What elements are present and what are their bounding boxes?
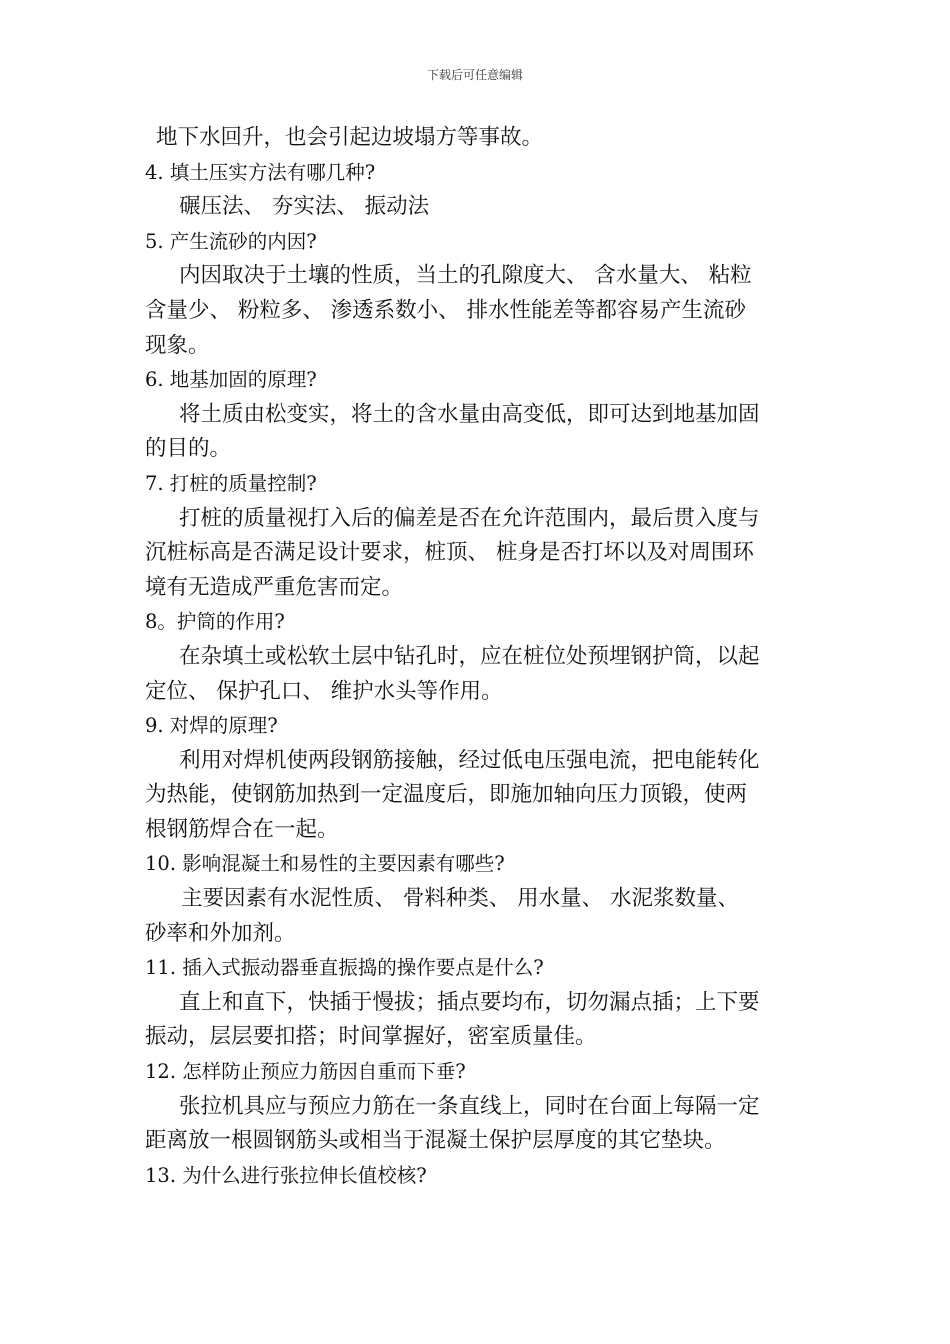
answer-line: 根钢筋焊合在一起。 <box>145 816 339 842</box>
answer-line: 内因取决于土壤的性质，当土的孔隙度大、 含水量大、 粘粒 <box>179 263 752 289</box>
question-heading: 6. 地基加固的原理? <box>145 368 317 392</box>
answer-line: 为热能，使钢筋加热到一定温度后，即施加轴向压力顶锻，使两 <box>145 782 748 808</box>
page-header: 下载后可任意编辑 <box>426 68 523 82</box>
answer-line: 碾压法、 夯实法、 振动法 <box>179 194 430 220</box>
answer-line: 含量少、 粉粒多、 渗透系数小、 排水性能差等都容易产生流砂 <box>145 297 747 323</box>
answer-line: 现象。 <box>145 332 210 358</box>
answer-line: 打桩的质量视打入后的偏差是否在允许范围内，最后贯入度与 <box>179 505 760 531</box>
answer-line: 砂率和外加剂。 <box>145 920 296 946</box>
question-heading: 12. 怎样防止预应力筋因自重而下垂? <box>145 1060 466 1084</box>
question-heading: 10. 影响混凝土和易性的主要因素有哪些? <box>145 852 505 876</box>
answer-line: 振动，层层要扣搭；时间掌握好，密室质量佳。 <box>145 1024 597 1050</box>
paragraph-line: 地下水回升，也会引起边坡塌方等事故。 <box>156 125 544 150</box>
answer-line: 张拉机具应与预应力筋在一条直线上，同时在台面上每隔一定 <box>179 1093 760 1119</box>
answer-line: 在杂填土或松软土层中钻孔时，应在桩位处预埋钢护筒，以起 <box>179 643 760 669</box>
question-heading: 11. 插入式振动器垂直振捣的操作要点是什么? <box>145 956 544 980</box>
document-body <box>145 121 810 1193</box>
answer-line: 将土质由松变实，将土的含水量由高变低，即可达到地基加固 <box>179 401 760 427</box>
question-heading: 5. 产生流砂的内因? <box>145 229 317 253</box>
answer-line: 境有无造成严重危害而定。 <box>145 574 404 600</box>
question-heading: 8。护筒的作用? <box>145 610 285 634</box>
question-heading: 7. 打桩的质量控制? <box>145 471 317 495</box>
answer-line: 的目的。 <box>145 436 232 462</box>
question-heading: 4. 填土压实方法有哪几种? <box>145 160 376 184</box>
answer-line: 距离放一根圆钢筋头或相当于混凝土保护层厚度的其它垫块。 <box>145 1128 726 1154</box>
answer-line: 主要因素有水泥性质、 骨料种类、 用水量、 水泥浆数量、 <box>181 886 740 912</box>
answer-line: 沉桩标高是否满足设计要求，桩顶、 桩身是否打坏以及对周围环 <box>145 540 754 566</box>
question-heading: 9. 对焊的原理? <box>145 714 278 738</box>
answer-line: 利用对焊机使两段钢筋接触，经过低电压强电流，把电能转化 <box>179 747 760 773</box>
answer-line: 定位、 保护孔口、 维护水头等作用。 <box>145 678 503 704</box>
question-heading: 13. 为什么进行张拉伸长值校核? <box>145 1163 427 1187</box>
answer-line: 直上和直下，快插于慢拔；插点要均布，切勿漏点插；上下要 <box>179 989 760 1015</box>
